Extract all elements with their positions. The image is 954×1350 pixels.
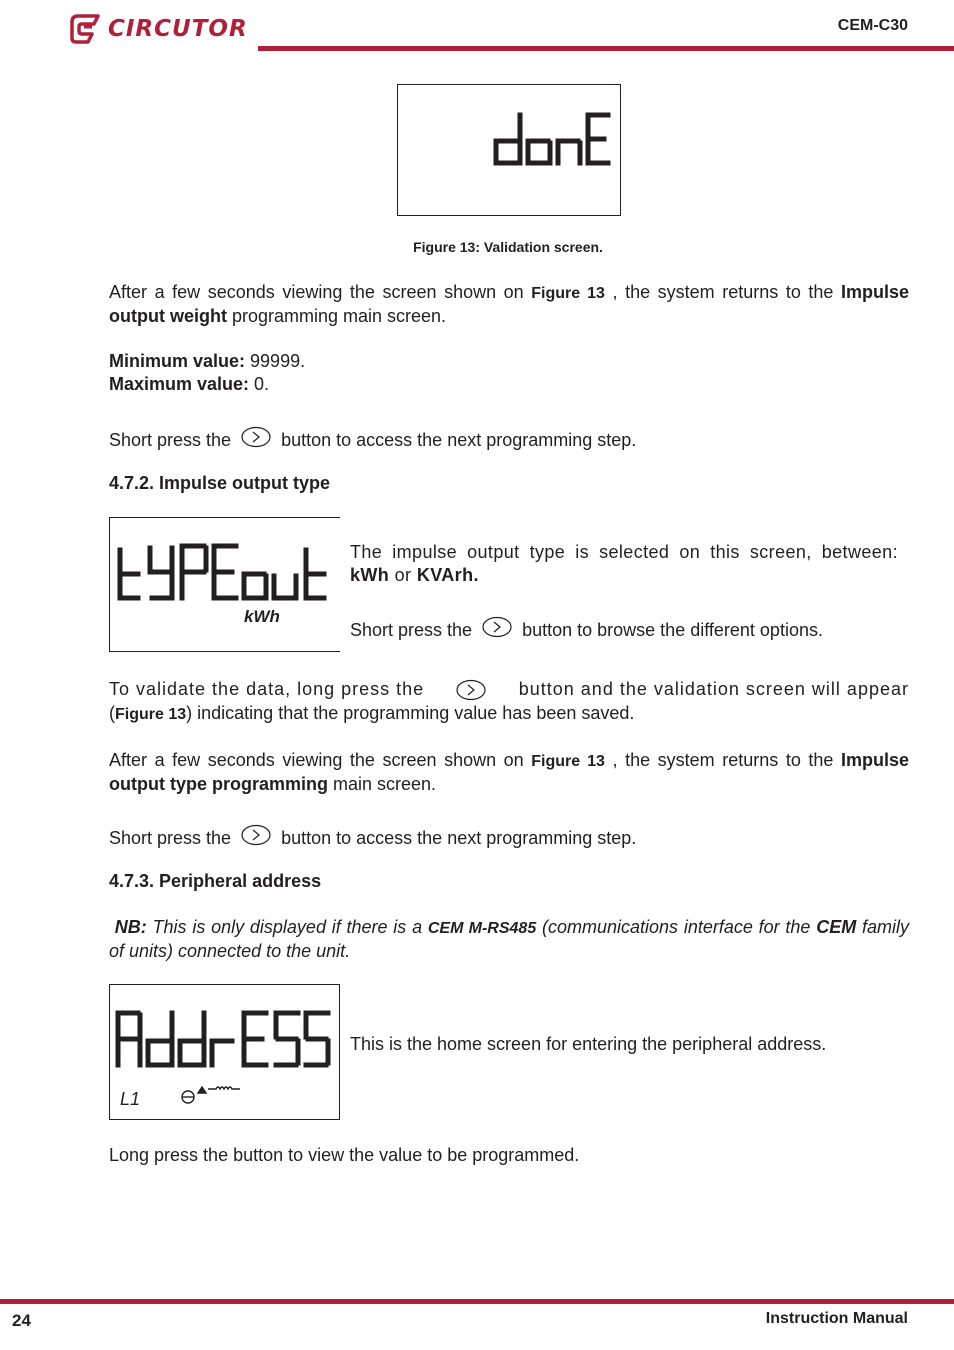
validate-data-line: To validate the data, long press the button and the validation screen will appear	[109, 679, 909, 699]
transformer-icon	[182, 1087, 240, 1103]
circutor-logo	[70, 12, 250, 46]
paragraph-return-impulse-weight: After a few seconds viewing the screen shown on Figure 13 , the system returns to the Impulse output weight programming main screen.	[109, 282, 910, 326]
lcd-phase-l1: L1	[120, 1089, 141, 1109]
validate-data-line-2: (Figure 13) indicating that the programming value has been saved.	[109, 703, 635, 723]
option-kvarh: KVArh.	[416, 565, 479, 585]
figure-13-caption: Figure 13: Validation screen.	[413, 239, 603, 255]
long-press-instruction: Long press the button to view the value to be programmed.	[109, 1145, 580, 1165]
address-lcd	[109, 984, 340, 1120]
brand-name: CIRCUTOR	[108, 16, 248, 42]
paragraph-return-impulse-type: After a few seconds viewing the screen shown on Figure 13 , the system returns to the Impulse output type programming main screen.	[109, 750, 910, 794]
short-press-browse-options: Short press the button to browse the different options.	[350, 616, 823, 642]
lcd-done-display	[398, 85, 620, 215]
section-heading-4-7-3: 4.7.3. Peripheral address	[109, 871, 322, 891]
figure-13-reference: Figure 13	[531, 753, 605, 770]
circutor-logo-mark-icon	[70, 13, 102, 45]
short-press-next-step-1: Short press the button to access the next programming step.	[109, 426, 636, 452]
footer-manual-title: Instruction Manual	[765, 1310, 908, 1327]
footer-rule	[0, 1299, 954, 1304]
typeout-lcd	[109, 517, 340, 652]
circle-chevron-right-icon	[455, 679, 487, 701]
circle-chevron-right-icon	[240, 426, 272, 448]
product-cem-m-rs485: CEM M-RS485	[427, 920, 537, 937]
document-id: CEM-C30	[837, 17, 908, 34]
circle-chevron-right-icon	[481, 616, 513, 638]
figure-13-reference: Figure 13	[115, 706, 187, 723]
lcd-address-display	[110, 985, 339, 1119]
page-number: 24	[12, 1311, 31, 1330]
address-home-description: This is the home screen for entering the peripheral address.	[350, 1034, 827, 1054]
impulse-type-description: The impulse output type is selected on this screen, between: kWh or KVArh.	[350, 542, 898, 585]
minimum-value-line: Minimum value: 99999.	[109, 351, 306, 371]
section-heading-4-7-2: 4.7.2. Impulse output type	[109, 473, 331, 493]
short-press-next-step-2: Short press the button to access the next programming step.	[109, 824, 636, 850]
lcd-typeout-display	[110, 518, 340, 651]
option-kwh: kWh	[350, 565, 390, 585]
header-rule	[258, 46, 954, 51]
nb-note: NB: This is only displayed if there is a CEM M-RS485 (communications interface for the CEM family of units) connected to the unit.	[109, 917, 909, 961]
lcd-unit-kwh: kWh	[244, 607, 280, 626]
maximum-value-line: Maximum value: 0.	[109, 374, 270, 394]
figure-13-reference: Figure 13	[531, 285, 605, 302]
figure-13-lcd	[397, 84, 621, 216]
circle-chevron-right-icon	[240, 824, 272, 846]
